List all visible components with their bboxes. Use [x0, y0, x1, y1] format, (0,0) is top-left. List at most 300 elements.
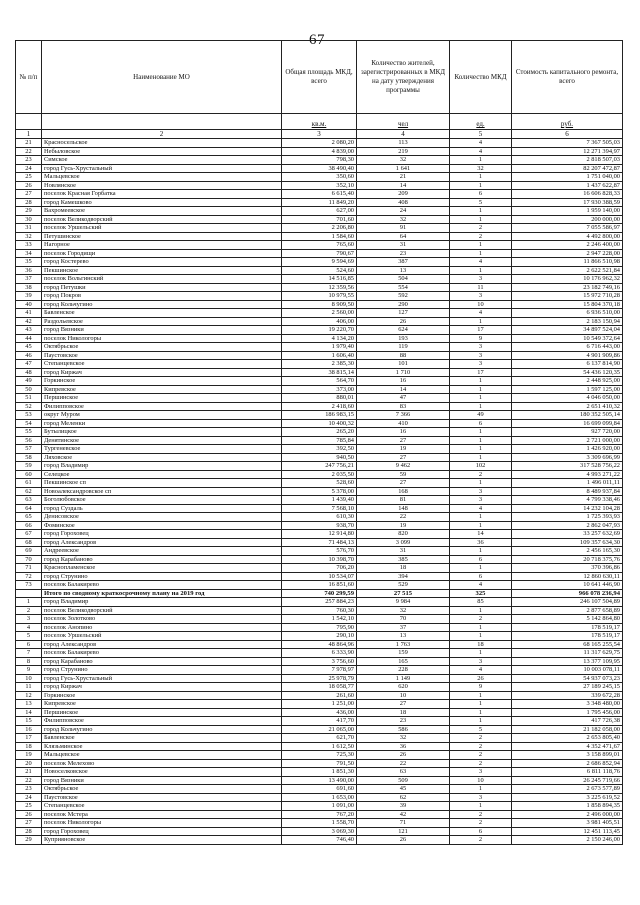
cost-value: 1 725 393,93: [512, 513, 623, 522]
table-row: [16, 275, 623, 284]
table-row: [16, 751, 623, 760]
area-value: 7 978,97: [282, 666, 357, 675]
table-row: [16, 190, 623, 199]
area-value: 765,60: [282, 241, 357, 250]
residents-value: 1 149: [357, 674, 450, 683]
area-value: 12 359,56: [282, 283, 357, 292]
residents-value: 27: [357, 479, 450, 488]
table-row: [16, 504, 623, 513]
table-row: [16, 139, 623, 148]
area-value: 576,70: [282, 547, 357, 556]
residents-value: 9 462: [357, 462, 450, 471]
mkd-count: 1: [450, 785, 512, 794]
unit-name: [42, 114, 282, 130]
row-number: 57: [16, 445, 42, 454]
area-value: 48 864,96: [282, 640, 357, 649]
table-row: [16, 479, 623, 488]
table-row: [16, 266, 623, 275]
residents-value: 1 763: [357, 640, 450, 649]
row-number: 10: [16, 674, 42, 683]
mkd-count: 36: [450, 538, 512, 547]
residents-value: 32: [357, 215, 450, 224]
cost-value: 4 901 909,86: [512, 351, 623, 360]
residents-value: 22: [357, 513, 450, 522]
row-number: 43: [16, 326, 42, 335]
row-number: 25: [16, 802, 42, 811]
index-cell: 3: [282, 130, 357, 139]
header-cost: Стоимость капитального ремонта, всего: [512, 41, 623, 114]
area-value: 691,60: [282, 785, 357, 794]
table-row: [16, 445, 623, 454]
mkd-count: 1: [450, 436, 512, 445]
mo-name: Петушинское: [42, 232, 282, 241]
area-value: 12 914,80: [282, 530, 357, 539]
row-number: 11: [16, 683, 42, 692]
mkd-count: 1: [450, 249, 512, 258]
table-row: [16, 521, 623, 530]
mo-name: Филипповское: [42, 717, 282, 726]
index-cell: 5: [450, 130, 512, 139]
residents-value: 24: [357, 207, 450, 216]
cost-value: 34 897 524,04: [512, 326, 623, 335]
mkd-count: 1: [450, 547, 512, 556]
residents-value: 408: [357, 198, 450, 207]
cost-value: 10 549 372,64: [512, 334, 623, 343]
residents-value: 228: [357, 666, 450, 675]
cost-value: 13 377 109,95: [512, 657, 623, 666]
row-number: 48: [16, 368, 42, 377]
mo-name: Кипревское: [42, 385, 282, 394]
area-value: 18 058,77: [282, 683, 357, 692]
area-value: 350,60: [282, 173, 357, 182]
mkd-count: 3: [450, 657, 512, 666]
cost-value: 370 396,86: [512, 564, 623, 573]
mo-name: Новлянское: [42, 181, 282, 190]
residents-value: 47: [357, 394, 450, 403]
mkd-count: 49: [450, 411, 512, 420]
table-row: [16, 615, 623, 624]
mkd-count: 4: [450, 309, 512, 318]
mo-name: Першинское: [42, 708, 282, 717]
cost-value: 1 959 140,00: [512, 207, 623, 216]
residents-value: 71: [357, 819, 450, 828]
cost-value: 178 519,17: [512, 623, 623, 632]
area-value: 19 220,70: [282, 326, 357, 335]
residents-value: 26: [357, 317, 450, 326]
mkd-count: 2: [450, 224, 512, 233]
area-value: 436,00: [282, 708, 357, 717]
mkd-count: 10: [450, 300, 512, 309]
residents-value: 10: [357, 691, 450, 700]
residents-value: 13: [357, 266, 450, 275]
row-number: 36: [16, 266, 42, 275]
unit-cost: руб.: [512, 114, 623, 130]
row-number: 18: [16, 742, 42, 751]
mkd-count: 4: [450, 139, 512, 148]
mkd-count: 9: [450, 334, 512, 343]
row-number: 47: [16, 360, 42, 369]
row-number: 52: [16, 402, 42, 411]
cost-value: 1 597 125,00: [512, 385, 623, 394]
area-value: 627,00: [282, 207, 357, 216]
area-value: 6 615,40: [282, 190, 357, 199]
residents-value: 27: [357, 436, 450, 445]
area-value: 621,70: [282, 734, 357, 743]
unit-mkd: ед.: [450, 114, 512, 130]
area-value: 392,50: [282, 445, 357, 454]
row-number: 24: [16, 793, 42, 802]
residents-value: 14: [357, 385, 450, 394]
mo-name: поселок Мстера: [42, 810, 282, 819]
table-row: [16, 394, 623, 403]
row-number: 45: [16, 343, 42, 352]
header-area: Общая площадь МКД, всего: [282, 41, 357, 114]
table-row: [16, 496, 623, 505]
mkd-count: 1: [450, 479, 512, 488]
cost-value: 8 489 937,84: [512, 487, 623, 496]
mo-name: Бавленское: [42, 734, 282, 743]
table-row: [16, 453, 623, 462]
program-table-container: [15, 40, 622, 845]
area-value: 3 756,60: [282, 657, 357, 666]
cost-value: 2 818 507,03: [512, 156, 623, 165]
residents-value: 219: [357, 147, 450, 156]
area-value: 2 560,00: [282, 309, 357, 318]
residents-value: 509: [357, 776, 450, 785]
residents-value: 32: [357, 156, 450, 165]
area-value: 701,60: [282, 215, 357, 224]
table-row: [16, 360, 623, 369]
mo-name: Андреевское: [42, 547, 282, 556]
cost-value: 54 436 120,35: [512, 368, 623, 377]
area-value: 186 983,15: [282, 411, 357, 420]
mo-name: Красносельское: [42, 139, 282, 148]
area-value: 880,01: [282, 394, 357, 403]
table-row: [16, 156, 623, 165]
residents-value: 19: [357, 445, 450, 454]
area-value: 352,10: [282, 181, 357, 190]
area-value: 610,30: [282, 513, 357, 522]
mo-name: Денисовское: [42, 513, 282, 522]
row-number: 29: [16, 207, 42, 216]
mo-name: Бутылицкое: [42, 428, 282, 437]
mkd-count: 4: [450, 666, 512, 675]
cost-value: 20 718 375,76: [512, 555, 623, 564]
area-value: 406,00: [282, 317, 357, 326]
table-row: [16, 649, 623, 658]
mkd-count: 2: [450, 470, 512, 479]
residents-value: 820: [357, 530, 450, 539]
row-number: 32: [16, 232, 42, 241]
area-value: 3 069,30: [282, 827, 357, 836]
cost-value: 966 078 236,94: [512, 589, 623, 598]
row-number: 33: [16, 241, 42, 250]
mo-name: город Кольчугино: [42, 300, 282, 309]
cost-value: 1 751 040,00: [512, 173, 623, 182]
table-row: [16, 538, 623, 547]
area-value: 9 594,69: [282, 258, 357, 267]
mo-name: поселок Никологоры: [42, 819, 282, 828]
table-row: [16, 810, 623, 819]
row-number: 28: [16, 198, 42, 207]
area-value: 1 979,40: [282, 343, 357, 352]
mo-name: Новоалександровское сп: [42, 487, 282, 496]
mo-name: город Вязники: [42, 326, 282, 335]
index-cell: 6: [512, 130, 623, 139]
residents-value: 529: [357, 581, 450, 590]
row-number: 28: [16, 827, 42, 836]
mkd-count: 1: [450, 700, 512, 709]
row-number: 58: [16, 453, 42, 462]
cost-value: 21 182 058,00: [512, 725, 623, 734]
cost-value: 1 795 456,00: [512, 708, 623, 717]
residents-value: 36: [357, 742, 450, 751]
mo-name: город Киржач: [42, 683, 282, 692]
area-value: 417,70: [282, 717, 357, 726]
cost-value: 3 225 619,52: [512, 793, 623, 802]
cost-value: 7 055 586,97: [512, 224, 623, 233]
area-value: 1 251,00: [282, 700, 357, 709]
mkd-count: 4: [450, 504, 512, 513]
mkd-count: 3: [450, 487, 512, 496]
table-row: [16, 292, 623, 301]
cost-value: 2 622 521,84: [512, 266, 623, 275]
residents-value: 1 641: [357, 164, 450, 173]
area-value: 14 516,85: [282, 275, 357, 284]
table-row: [16, 181, 623, 190]
cost-value: 4 046 050,00: [512, 394, 623, 403]
residents-value: 387: [357, 258, 450, 267]
row-number: 19: [16, 751, 42, 760]
mo-name: Бавленское: [42, 309, 282, 318]
table-row: [16, 326, 623, 335]
mkd-count: 1: [450, 241, 512, 250]
row-number: 46: [16, 351, 42, 360]
area-value: 940,50: [282, 453, 357, 462]
mkd-count: 1: [450, 708, 512, 717]
cost-value: 5 142 864,80: [512, 615, 623, 624]
area-value: 1 653,00: [282, 793, 357, 802]
cost-value: 16 699 099,84: [512, 419, 623, 428]
row-number: 17: [16, 734, 42, 743]
residents-value: 127: [357, 309, 450, 318]
table-body: [16, 139, 623, 845]
row-number: 2: [16, 606, 42, 615]
row-number: 61: [16, 479, 42, 488]
row-number: 21: [16, 768, 42, 777]
table-row: [16, 377, 623, 386]
cost-value: 2 947 228,00: [512, 249, 623, 258]
table-row: [16, 215, 623, 224]
area-value: 7 568,10: [282, 504, 357, 513]
mkd-count: 2: [450, 759, 512, 768]
mo-name: Кипревское: [42, 700, 282, 709]
cost-value: 6 716 443,00: [512, 343, 623, 352]
table-row: [16, 598, 623, 607]
area-value: 10 400,32: [282, 419, 357, 428]
table-row: [16, 717, 623, 726]
area-value: 290,10: [282, 632, 357, 641]
row-number: 51: [16, 394, 42, 403]
cost-value: 15 804 370,18: [512, 300, 623, 309]
row-number: 69: [16, 547, 42, 556]
row-number: 9: [16, 666, 42, 675]
row-number: 5: [16, 632, 42, 641]
table-row: [16, 564, 623, 573]
table-row: [16, 581, 623, 590]
mkd-count: 1: [450, 394, 512, 403]
residents-value: 148: [357, 504, 450, 513]
cost-value: 180 352 505,14: [512, 411, 623, 420]
mo-name: Филипповское: [42, 402, 282, 411]
cost-value: 2 877 658,89: [512, 606, 623, 615]
cost-value: 200 000,00: [512, 215, 623, 224]
residents-value: 165: [357, 657, 450, 666]
row-number: 70: [16, 555, 42, 564]
row-number: 22: [16, 147, 42, 156]
mkd-count: 1: [450, 521, 512, 530]
residents-value: 81: [357, 496, 450, 505]
table-row: [16, 428, 623, 437]
area-value: 795,90: [282, 623, 357, 632]
area-value: 1 584,60: [282, 232, 357, 241]
residents-value: 620: [357, 683, 450, 692]
cost-value: 12 271 394,97: [512, 147, 623, 156]
table-row: [16, 249, 623, 258]
mkd-count: 18: [450, 640, 512, 649]
mo-name: Мальцевское: [42, 173, 282, 182]
row-number: 64: [16, 504, 42, 513]
row-number: 55: [16, 428, 42, 437]
mo-name: Горкинское: [42, 691, 282, 700]
mo-name: город Киржач: [42, 368, 282, 377]
cost-value: 2 651 410,32: [512, 402, 623, 411]
mkd-count: 1: [450, 207, 512, 216]
cost-value: 2 183 150,94: [512, 317, 623, 326]
row-number: 20: [16, 759, 42, 768]
area-value: 528,60: [282, 479, 357, 488]
mkd-count: 2: [450, 751, 512, 760]
area-value: 10 398,70: [282, 555, 357, 564]
table-row: [16, 555, 623, 564]
mo-name: Раздольевское: [42, 317, 282, 326]
residents-value: 70: [357, 615, 450, 624]
row-number: 42: [16, 317, 42, 326]
mo-name: округ Муром: [42, 411, 282, 420]
mo-name: Куприяновское: [42, 836, 282, 845]
mkd-count: 17: [450, 326, 512, 335]
mo-name: Октябрьское: [42, 343, 282, 352]
mo-name: Ляховское: [42, 453, 282, 462]
area-value: 261,60: [282, 691, 357, 700]
cost-value: 15 972 710,28: [512, 292, 623, 301]
residents-value: 21: [357, 173, 450, 182]
cost-value: 2 150 246,00: [512, 836, 623, 845]
residents-value: 62: [357, 793, 450, 802]
table-row: [16, 173, 623, 182]
mkd-count: 1: [450, 691, 512, 700]
table-row: [16, 742, 623, 751]
residents-value: 22: [357, 759, 450, 768]
table-row: [16, 683, 623, 692]
row-number: 60: [16, 470, 42, 479]
residents-value: 45: [357, 785, 450, 794]
area-value: 257 884,23: [282, 598, 357, 607]
mkd-count: 9: [450, 683, 512, 692]
row-number: 62: [16, 487, 42, 496]
row-number: 67: [16, 530, 42, 539]
row-number: 56: [16, 436, 42, 445]
table-row: [16, 606, 623, 615]
mkd-count: 102: [450, 462, 512, 471]
residents-value: 394: [357, 572, 450, 581]
row-number: 21: [16, 139, 42, 148]
mkd-count: 14: [450, 530, 512, 539]
table-row: [16, 207, 623, 216]
table-row: [16, 198, 623, 207]
residents-value: 91: [357, 224, 450, 233]
cost-value: 3 158 899,01: [512, 751, 623, 760]
mo-name: поселок Красная Горбатка: [42, 190, 282, 199]
header-residents: Количество жителей, зарегистрированных в МКД на дату утверждения программы: [357, 41, 450, 114]
table-row: [16, 657, 623, 666]
mo-name: Краснопламенское: [42, 564, 282, 573]
row-number: 49: [16, 377, 42, 386]
cost-value: 2 246 400,00: [512, 241, 623, 250]
area-value: 767,20: [282, 810, 357, 819]
area-value: 2 418,60: [282, 402, 357, 411]
row-number: 7: [16, 649, 42, 658]
cost-value: 14 232 104,28: [512, 504, 623, 513]
cost-value: 246 107 504,89: [512, 598, 623, 607]
mo-name: Першинское: [42, 394, 282, 403]
residents-value: 16: [357, 377, 450, 386]
table-row: [16, 241, 623, 250]
mkd-count: 2: [450, 819, 512, 828]
residents-value: 63: [357, 768, 450, 777]
residents-value: 1 710: [357, 368, 450, 377]
table-row: [16, 759, 623, 768]
table-row: [16, 725, 623, 734]
row-number: 40: [16, 300, 42, 309]
mo-name: поселок Балакирево: [42, 649, 282, 658]
area-value: 6 333,90: [282, 649, 357, 658]
mkd-count: 1: [450, 445, 512, 454]
residents-value: 13: [357, 632, 450, 641]
table-row: [16, 768, 623, 777]
mkd-count: 2: [450, 810, 512, 819]
area-value: 1 439,40: [282, 496, 357, 505]
cost-value: 12 451 113,45: [512, 827, 623, 836]
residents-value: 9 984: [357, 598, 450, 607]
table-row: [16, 827, 623, 836]
mo-name: город Петушки: [42, 283, 282, 292]
mo-name: Паустовское: [42, 351, 282, 360]
table-row: [16, 547, 623, 556]
table-row: [16, 343, 623, 352]
residents-value: 27 515: [357, 589, 450, 598]
area-value: 16 851,60: [282, 581, 357, 590]
area-value: 1 091,00: [282, 802, 357, 811]
mo-name: поселок Золотково: [42, 615, 282, 624]
area-value: 2 385,30: [282, 360, 357, 369]
mo-name: поселок Вольгинский: [42, 275, 282, 284]
row-number: 4: [16, 623, 42, 632]
residents-value: 410: [357, 419, 450, 428]
residents-value: 18: [357, 708, 450, 717]
area-value: 13 490,00: [282, 776, 357, 785]
table-row: [16, 258, 623, 267]
